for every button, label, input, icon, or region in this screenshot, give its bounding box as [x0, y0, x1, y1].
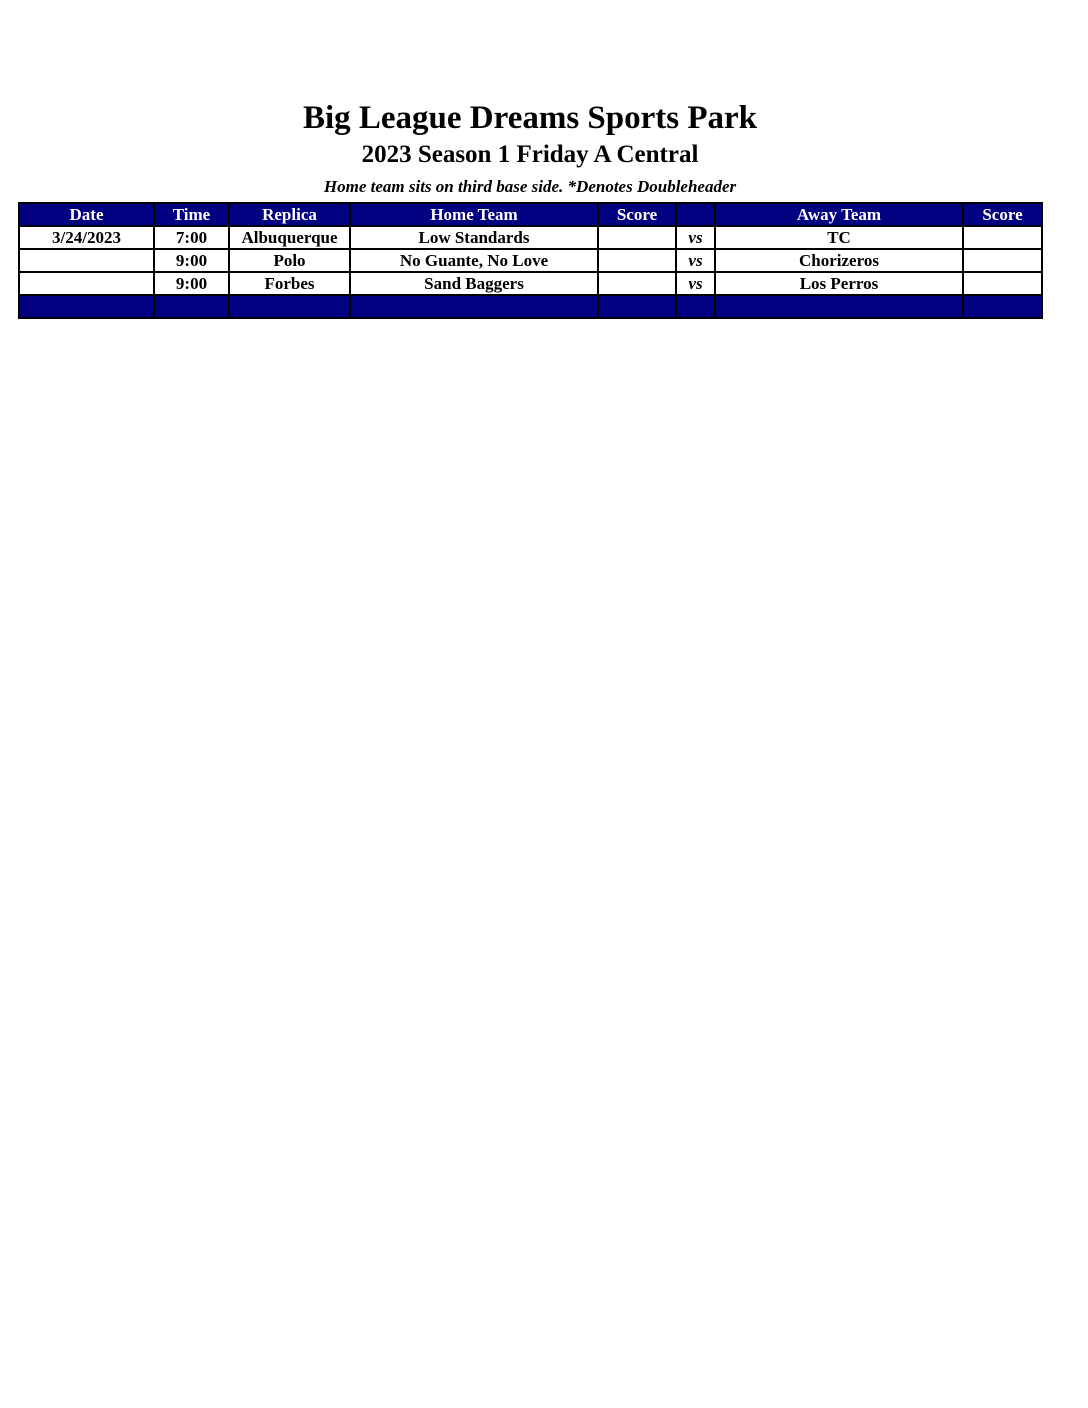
cell-time: 7:00 [154, 226, 229, 249]
cell-replica: Polo [229, 249, 350, 272]
footer-cell [598, 295, 676, 318]
cell-time: 9:00 [154, 249, 229, 272]
footer-cell [715, 295, 963, 318]
table-header-row [19, 203, 1042, 226]
cell-replica: Albuquerque [229, 226, 350, 249]
column-header-home-team: Home Team [350, 203, 598, 226]
footer-cell [963, 295, 1042, 318]
footer-cell [350, 295, 598, 318]
table-row [19, 226, 1042, 249]
cell-date [19, 272, 154, 295]
footer-cell [676, 295, 715, 318]
table-row [19, 249, 1042, 272]
cell-away-score [963, 272, 1042, 295]
cell-vs: vs [676, 272, 715, 295]
cell-replica: Forbes [229, 272, 350, 295]
cell-home-team: No Guante, No Love [350, 249, 598, 272]
cell-home-score [598, 272, 676, 295]
cell-home-score [598, 226, 676, 249]
cell-home-score [598, 249, 676, 272]
cell-home-team: Sand Baggers [350, 272, 598, 295]
table-row [19, 272, 1042, 295]
column-header-vs [676, 203, 715, 226]
cell-vs: vs [676, 226, 715, 249]
cell-away-team: Los Perros [715, 272, 963, 295]
column-header-home-score: Score [598, 203, 676, 226]
table-footer-row [19, 295, 1042, 318]
cell-away-team: TC [715, 226, 963, 249]
cell-vs: vs [676, 249, 715, 272]
page-subtitle: 2023 Season 1 Friday A Central [361, 141, 699, 168]
footer-cell [229, 295, 350, 318]
column-header-away-team: Away Team [715, 203, 963, 226]
cell-home-team: Low Standards [350, 226, 598, 249]
column-header-replica: Replica [229, 203, 350, 226]
cell-date: 3/24/2023 [19, 226, 154, 249]
schedule-table [18, 202, 1043, 319]
column-header-time: Time [154, 203, 229, 226]
footer-cell [19, 295, 154, 318]
footer-cell [154, 295, 229, 318]
cell-away-score [963, 226, 1042, 249]
schedule-note: Home team sits on third base side. *Denotes Doubleheader [323, 177, 737, 196]
column-header-date: Date [19, 203, 154, 226]
cell-date [19, 249, 154, 272]
column-header-away-score: Score [963, 203, 1042, 226]
cell-away-score [963, 249, 1042, 272]
cell-time: 9:00 [154, 272, 229, 295]
page-title: Big League Dreams Sports Park [302, 100, 758, 136]
cell-away-team: Chorizeros [715, 249, 963, 272]
